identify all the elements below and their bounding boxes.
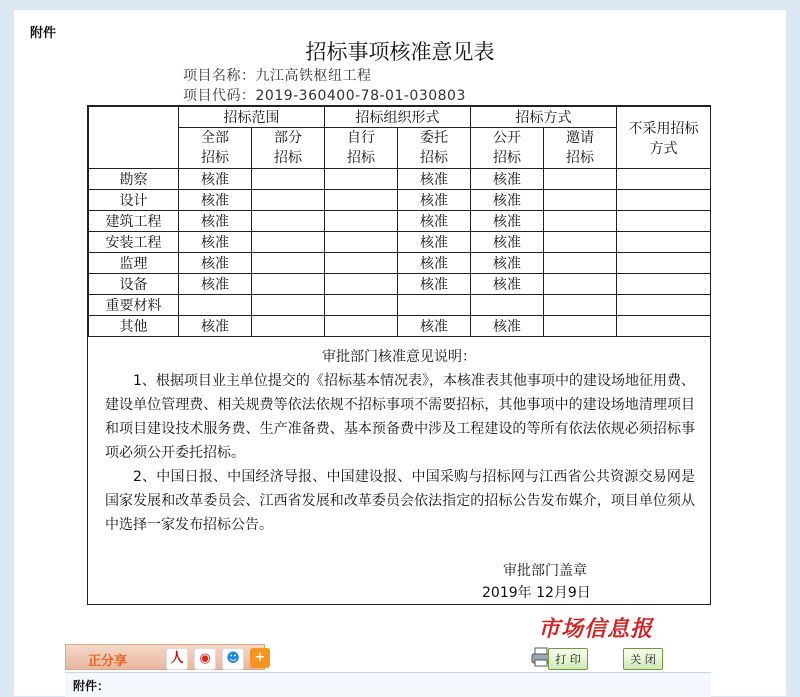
row-label: 其他 (89, 316, 179, 337)
renren-icon[interactable]: 人 (166, 648, 188, 670)
table-cell: 核准 (398, 211, 471, 232)
table-cell (325, 232, 398, 253)
table-cell (544, 253, 617, 274)
table-cell (544, 316, 617, 337)
table-row (89, 295, 711, 316)
notes-heading: 审批部门核准意见说明： (322, 349, 476, 365)
plus-icon[interactable]: + (250, 648, 270, 668)
table-cell: 核准 (398, 274, 471, 295)
table-row (89, 316, 711, 337)
table-cell (325, 169, 398, 190)
footer-attachment-label: 附件： (73, 679, 110, 693)
table-row (89, 232, 711, 253)
table-cell (252, 274, 325, 295)
note-paragraph-1: 1、根据项目业主单位提交的《招标基本情况表》，本核准表其他事项中的建设场地征用费、建设单位管理费、相关规费等依法依规不招标事项不需要招标，其他事项中的建设场地清理项目和项目建设技术服务费、生产准备费、基本预备费中涉及工程建设的等所有依法依规必须招标事项必须公开委托招标。 (105, 373, 695, 461)
print-button[interactable]: 打 印 (548, 648, 588, 670)
table-group-header-row (89, 107, 711, 128)
table-cell (617, 211, 711, 232)
page-title: 招标事项核准意见表 (305, 40, 495, 64)
table-cell (544, 211, 617, 232)
row-label: 监理 (89, 253, 179, 274)
table-cell: 核准 (398, 190, 471, 211)
table-cell (544, 232, 617, 253)
row-label: 设计 (89, 190, 179, 211)
subheader-full: 全部 招标 (179, 128, 252, 169)
table-row (89, 169, 711, 190)
table-cell (179, 295, 252, 316)
table-cell: 核准 (471, 316, 544, 337)
row-label: 重要材料 (89, 295, 179, 316)
row-label: 安装工程 (89, 232, 179, 253)
table-cell (252, 169, 325, 190)
table-cell (325, 316, 398, 337)
table-cell (617, 190, 711, 211)
table-cell: 核准 (398, 169, 471, 190)
share-label: 正分享 (88, 654, 128, 669)
table-cell (325, 190, 398, 211)
subheader-invited: 邀请 招标 (544, 128, 617, 169)
footer-bar (65, 672, 711, 697)
weibo-icon[interactable]: ◉ (194, 648, 216, 670)
subheader-self: 自行 招标 (325, 128, 398, 169)
table-cell (617, 274, 711, 295)
table-cell: 核准 (471, 253, 544, 274)
newspaper-logo: 市场信息报 (538, 616, 654, 642)
close-button[interactable]: 关 闭 (623, 648, 663, 670)
table-cell: 核准 (179, 211, 252, 232)
table-cell: 核准 (471, 232, 544, 253)
project-name: 项目名称：九江高铁枢纽工程 (183, 68, 372, 84)
table-row (89, 253, 711, 274)
table-cell (617, 232, 711, 253)
table-cell: 核准 (471, 190, 544, 211)
table-cell (252, 232, 325, 253)
table-cell: 核准 (179, 253, 252, 274)
approval-date: 2019年 12月9日 (482, 585, 591, 601)
table-cell: 核准 (471, 211, 544, 232)
group-header-method: 招标方式 (471, 107, 617, 128)
table-row (89, 190, 711, 211)
table-cell (544, 169, 617, 190)
table-cell: 核准 (179, 274, 252, 295)
row-label: 勘察 (89, 169, 179, 190)
no-bid-header: 不采用招标 方式 (617, 107, 711, 169)
table-cell (544, 274, 617, 295)
table-cell: 核准 (398, 253, 471, 274)
table-cell: 核准 (179, 169, 252, 190)
share-bar (65, 644, 265, 670)
table-cell: 核准 (471, 274, 544, 295)
table-cell (252, 253, 325, 274)
table-cell (544, 295, 617, 316)
table-cell (617, 295, 711, 316)
approval-seal-text: 审批部门盖章 (503, 563, 587, 579)
table-cell: 核准 (471, 169, 544, 190)
subheader-partial: 部分 招标 (252, 128, 325, 169)
table-cell (252, 295, 325, 316)
project-code: 项目代码：2019-360400-78-01-030803 (183, 88, 466, 104)
table-cell (398, 295, 471, 316)
table-cell (544, 190, 617, 211)
table-cell (471, 295, 544, 316)
table-row (89, 211, 711, 232)
table-cell (617, 253, 711, 274)
subheader-entrusted: 委托 招标 (398, 128, 471, 169)
row-label: 设备 (89, 274, 179, 295)
table-cell (617, 169, 711, 190)
table-cell (325, 274, 398, 295)
row-label-header (89, 107, 179, 169)
subheader-public: 公开 招标 (471, 128, 544, 169)
table-cell: 核准 (179, 232, 252, 253)
table-cell: 核准 (398, 316, 471, 337)
table-cell (252, 211, 325, 232)
note-paragraph-2: 2、中国日报、中国经济导报、中国建设报、中国采购与招标网与江西省公共资源交易网是国家发展和改革委员会、江西省发展和改革委员会依法指定的招标公告发布媒介，项目单位须从中选择一家发布招标公告。 (105, 469, 695, 533)
table-row (89, 274, 711, 295)
table-cell (252, 316, 325, 337)
table-cell (252, 190, 325, 211)
qzone-icon[interactable]: ☻ (222, 648, 244, 670)
table-cell: 核准 (398, 232, 471, 253)
table-cell (617, 316, 711, 337)
attachment-label: 附件 (30, 26, 57, 41)
approval-notes (87, 345, 711, 605)
row-label: 建筑工程 (89, 211, 179, 232)
group-header-organization: 招标组织形式 (325, 107, 471, 128)
group-header-scope: 招标范围 (179, 107, 325, 128)
table-cell (325, 295, 398, 316)
table-cell: 核准 (179, 190, 252, 211)
table-cell: 核准 (179, 316, 252, 337)
table-cell (325, 253, 398, 274)
table-cell (325, 211, 398, 232)
